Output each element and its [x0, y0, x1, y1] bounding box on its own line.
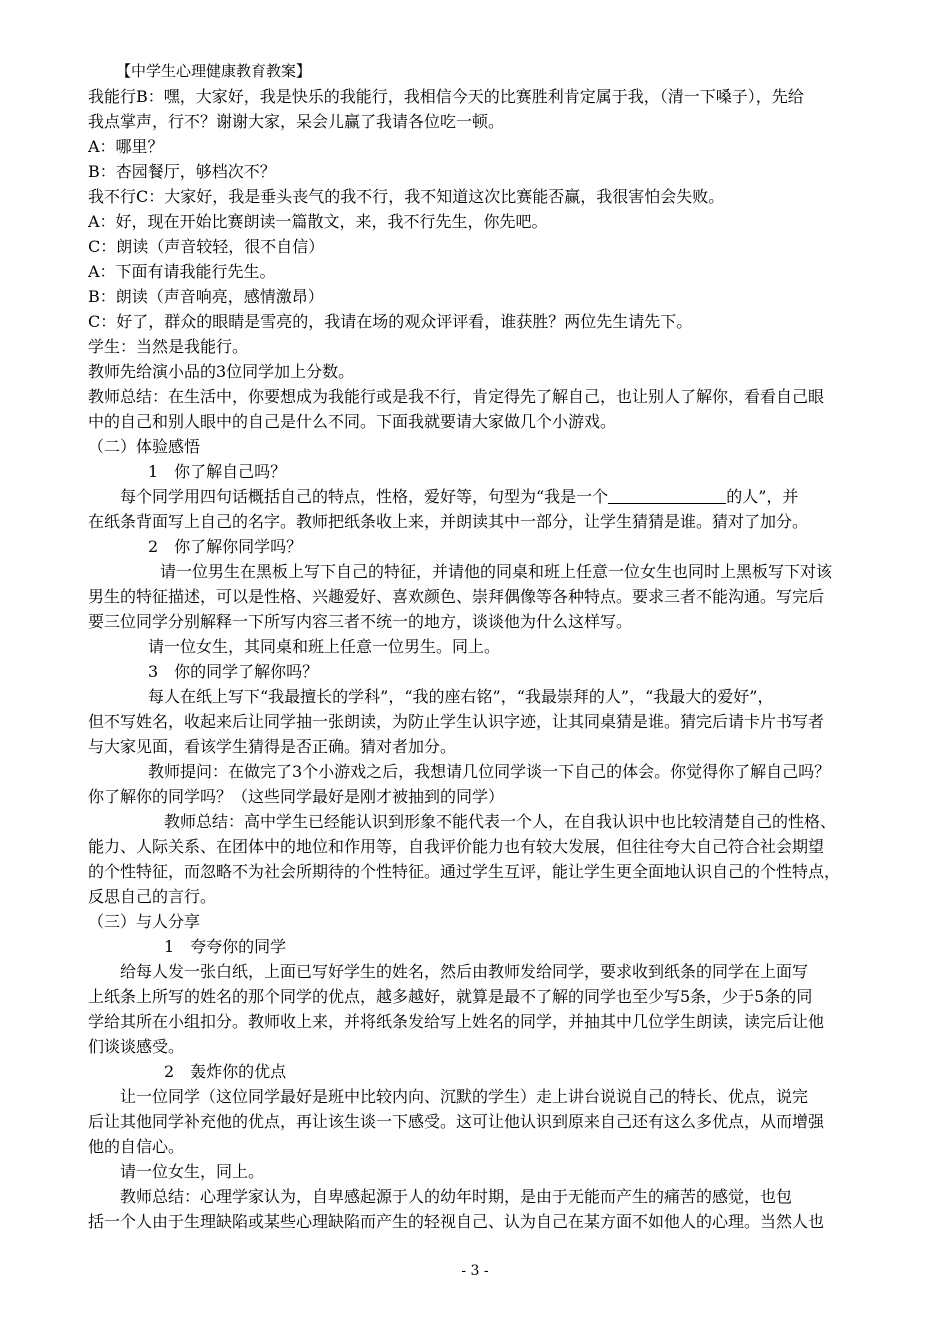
text-line: 给每人发一张白纸，上面已写好学生的姓名，然后由教师发给同学，要求收到纸条的同学在上面写: [120, 962, 809, 981]
fill-in-blank: [608, 486, 726, 504]
text-line: C：好了，群众的眼睛是雪亮的，我请在场的观众评评看，谁获胜？两位先生请先下。: [88, 312, 693, 331]
text-line: （二）体验感悟: [88, 437, 201, 456]
text-line: 他的自信心。: [88, 1137, 185, 1156]
text-line: 在纸条背面写上自己的名字。教师把纸条收上来，并朗读其中一部分，让学生猜猜是谁。猜对了加分。: [88, 512, 809, 531]
text-line: 请一位男生在黑板上写下自己的特征，并请他的同桌和班上任意一位女生也同时上黑板写下对该: [160, 562, 833, 581]
text-line: 教师总结：心理学家认为，自卑感起源于人的幼年时期，是由于无能而产生的痛苦的感觉，也包: [120, 1187, 793, 1206]
text-line: 2 轰炸你的优点: [164, 1062, 287, 1081]
page-number: - 3 -: [461, 1263, 489, 1279]
text-segment: 的人”，并: [726, 487, 799, 506]
text-line: 们谈谈感受。: [88, 1037, 185, 1056]
text-line: B：杏园餐厅，够档次不？: [88, 162, 276, 181]
text-line: 你了解你的同学吗？（这些同学最好是刚才被抽到的同学）: [88, 787, 505, 806]
text-line: 我点掌声，行不？谢谢大家，呆会儿赢了我请各位吃一顿。: [88, 112, 505, 131]
document-body: [88, 84, 862, 1234]
page-header: 【中学生心理健康教育教案】: [116, 62, 312, 80]
text-line: 请一位女生，同上。: [120, 1162, 265, 1181]
text-line: 教师总结：高中学生已经能认识到形象不能代表一个人，在自我认识中也比较清楚自己的性格、: [164, 812, 837, 831]
text-line: 的个性特征，而忽略不为社会所期待的个性特征。通过学生互评，能让学生更全面地认识自己的个性特点，: [88, 862, 841, 881]
text-line: 请一位女生，其同桌和班上任意一位男生。同上。: [148, 637, 501, 656]
text-line: 我能行B：嘿，大家好，我是快乐的我能行，我相信今天的比赛胜利肯定属于我，（清一下嗓子），先给: [88, 87, 804, 106]
text-line: 反思自己的言行。: [88, 887, 217, 906]
text-line: 教师提问：在做完了3个小游戏之后，我想请几位同学谈一下自己的体会。你觉得你了解自己吗？: [148, 762, 831, 781]
text-line: 能力、人际关系、在团体中的地位和作用等，自我评价能力也有较大发展，但往往夸大自己符合社会期望: [88, 837, 825, 856]
text-line: A：下面有请我能行先生。: [88, 262, 276, 281]
text-line: 1 你了解自己吗？: [148, 462, 287, 481]
text-line: 男生的特征描述，可以是性格、兴趣爱好、喜欢颜色、崇拜偶像等各种特点。要求三者不能沟通。写完后: [88, 587, 825, 606]
text-line: 括一个人由于生理缺陷或某些心理缺陷而产生的轻视自己、认为自己在某方面不如他人的心理。当然人也: [88, 1212, 825, 1231]
text-line: 后让其他同学补充他的优点，再让该生谈一下感受。这可让他认识到原来自己还有这么多优点，从而增强: [88, 1112, 825, 1131]
text-line: 中的自己和别人眼中的自己是什么不同。下面我就要请大家做几个小游戏。: [88, 412, 617, 431]
text-line: 2 你了解你同学吗？: [148, 537, 303, 556]
text-line: C：朗读（声音较轻，很不自信）: [88, 237, 325, 256]
text-line: 但不写姓名，收起来后让同学抽一张朗读，为防止学生认识字迹，让其同桌猜是谁。猜完后请卡片书写者: [88, 712, 825, 731]
text-line: 要三位同学分别解释一下所写内容三者不统一的地方，谈谈他为什么这样写。: [88, 612, 633, 631]
text-line: 教师总结：在生活中，你要想成为我能行或是我不行，肯定得先了解自己，也让别人了解你，看看自己眼: [88, 387, 825, 406]
text-segment: 每个同学用四句话概括自己的特点，性格，爱好等，句型为“我是一个: [120, 487, 609, 506]
text-line: 教师先给演小品的3位同学加上分数。: [88, 362, 355, 381]
text-line: 让一位同学（这位同学最好是班中比较内向、沉默的学生）走上讲台说说自己的特长、优点，说完: [120, 1087, 809, 1106]
text-line: 3 你的同学了解你吗？: [148, 662, 319, 681]
text-line: A：哪里？: [88, 137, 164, 156]
text-line: 1 夸夸你的同学: [164, 937, 287, 956]
text-line: 与大家见面，看该学生猜得是否正确。猜对者加分。: [88, 737, 457, 756]
text-line: A：好，现在开始比赛朗读一篇散文，来，我不行先生，你先吧。: [88, 212, 548, 231]
text-line: B：朗读（声音响亮，感情激昂）: [88, 287, 324, 306]
text-line: [88, 484, 862, 509]
text-line: 学给其所在小组扣分。教师收上来，并将纸条发给写上姓名的同学，并抽其中几位学生朗读，读完后让他: [88, 1012, 825, 1031]
text-line: 我不行C：大家好，我是垂头丧气的我不行，我不知道这次比赛能否赢，我很害怕会失败。: [88, 187, 725, 206]
text-line: 上纸条上所写的姓名的那个同学的优点，越多越好，就算是最不了解的同学也至少写5条，少于5条的同: [88, 987, 813, 1006]
text-line: 学生：当然是我能行。: [88, 337, 249, 356]
text-line: 每人在纸上写下“我最擅长的学科”，“我的座右铭”，“我最崇拜的人”，“我最大的爱好”，: [148, 687, 774, 706]
text-line: （三）与人分享: [88, 912, 201, 931]
